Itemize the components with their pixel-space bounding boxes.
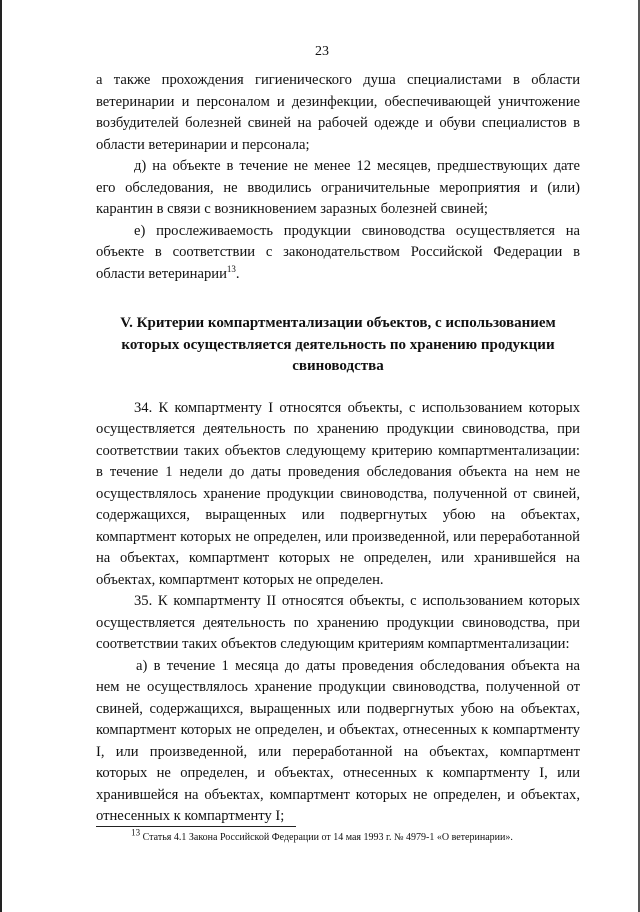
paragraph-item-e-end: .	[235, 265, 240, 282]
paragraph-34: 34. К компартменту I относятся объекты, с использованием которых осуществляется деятельность по хранению продукции свиноводства, при соответствии таких объектов следующему критерию компартментализации: в течение 1 недели до даты проведения обследования объекта на нем не осуществлялось хранение продукции свиноводства, полученной от свиней, содержащихся, выращенных или подвергнутых убою на объектах, компартмент которых не определен, или произведенной, или переработанной на объектах, компартмент которых не определен, или хранившейся на объектах, компартмент которых не определен.	[96, 399, 580, 588]
footnote-number: 13	[131, 827, 141, 838]
paragraph-item-e-text: е) прослеживаемость продукции свиноводства осуществляется на объекте в соответствии с законодательством Российской Федерации в области ветеринарии	[96, 222, 580, 282]
footnote-reference: 13	[226, 263, 236, 274]
paragraph-continuation: а также прохождения гигиенического душа специалистами в области ветеринарии и персоналом и дезинфекции, обеспечивающей уничтожение возбудителей болезней свиней на рабочей одежде и обуви специалистов в области ветеринарии и персонала;	[96, 72, 580, 153]
footnote	[2, 827, 640, 843]
paragraph-item-d: д) на объекте в течение не менее 12 месяцев, предшествующих дате его обследования, не вводились ограничительные мероприятия и (или) карантин в связи с возникновением заразных болезней свиней;	[96, 158, 580, 217]
paragraph-35: 35. К компартменту II относятся объекты, с использованием которых осуществляется деятельность по хранению продукции свиноводства, при соответствии таких объектов следующим критериям компартментализации:	[96, 593, 580, 652]
document-body	[96, 70, 580, 828]
footnote-divider	[96, 826, 296, 827]
paragraph-35a: а) в течение 1 месяца до даты проведения обследования объекта на нем не осуществлялось хранение продукции свиноводства, полученной от свиней, содержащихся, выращенных или подвергнутых убою на объектах, компартмент которых не определен, и объектах, отнесенных к компартменту I, или произведенной, или переработанной на объектах, компартмент которых не определен, и объектах, отнесенных к компартменту I, или хранившейся на объектах, компартмент которых не определен, и объектах, отнесенных к компартменту I;	[96, 657, 580, 824]
paragraph-item-e	[96, 221, 580, 286]
page-number: 23	[315, 44, 329, 59]
footnote-text: Статья 4.1 Закона Российской Федерации от 14 мая 1993 г. № 4979-1 «О ветеринарии».	[142, 832, 513, 843]
section-heading: V. Критерии компартментализации объектов, с использованием которых осуществляется деятельность по хранению продукции свиноводства	[120, 315, 556, 374]
